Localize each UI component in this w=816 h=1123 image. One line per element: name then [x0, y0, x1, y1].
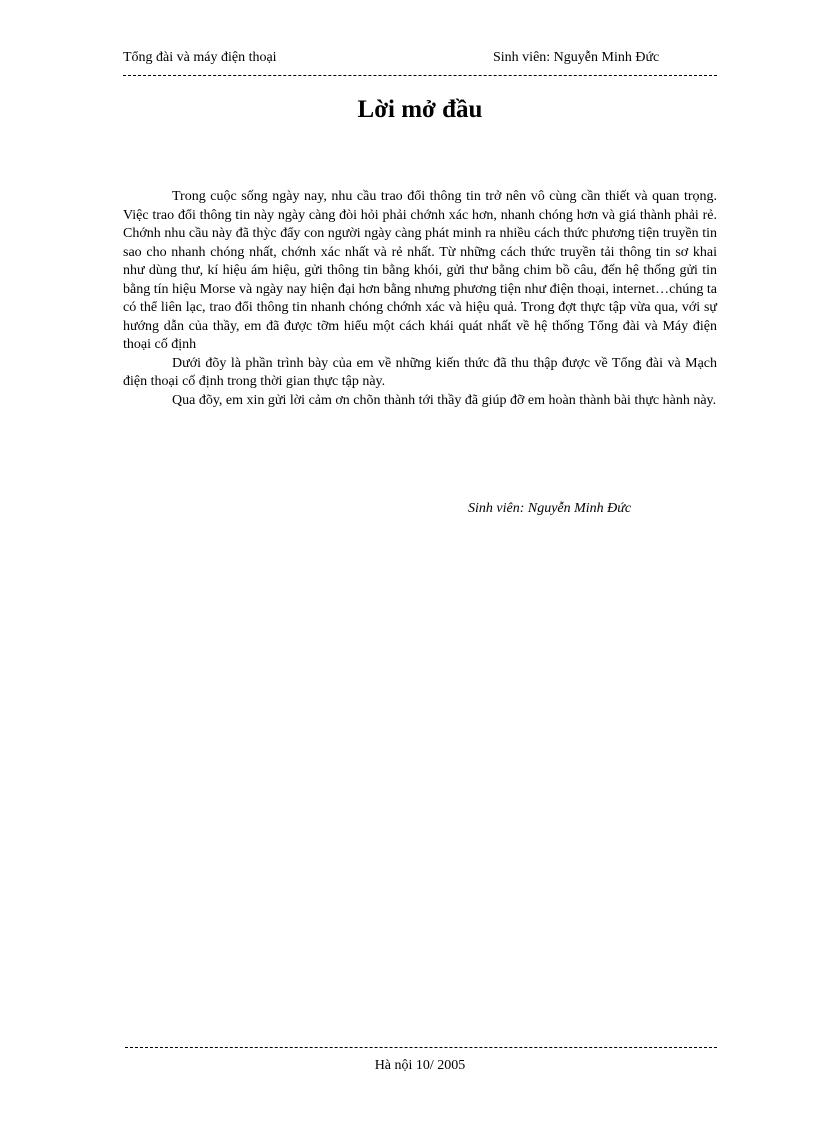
thanks-paragraph: Qua đõy, em xin gửi lời cảm ơn chõn thành tới thầy đã giúp đỡ em hoàn thành bài thực hành này. — [172, 392, 717, 408]
page-header — [123, 50, 717, 68]
footer-divider — [125, 1047, 717, 1048]
body-text — [123, 188, 717, 410]
content-paragraph: Dưới đõy là phần trình bày của em về những kiến thức đã thu thập được về Tổng đài và Mạch điện thoại cố định trong thời gian thực tập này. — [123, 355, 717, 389]
header-divider — [123, 75, 717, 76]
page-title: Lời mở đầu — [357, 96, 483, 123]
intro-paragraph: Trong cuộc sống ngày nay, nhu cầu trao đổi thông tin trở nên vô cùng cần thiết và quan trọng. Việc trao đổi thông tin này ngày càng đòi hỏi phải chớnh xác hơn, nhanh chóng hơn và giá thành phải rẻ. Chớnh nhu cầu này đã thỳc đẩy con người ngày càng phát minh ra nhiều cách thức phương tiện truyền tin sao cho nhanh chóng nhất, chớnh xác nhất và rẻ nhất. Từ những cách thức truyền tải thông tin sơ khai như dùng thư, kí hiệu ám hiệu, gửi thông tin bằng khói, gửi thư bằng chim bồ câu, đến hệ thống gửi tin bằng tín hiệu Morse và ngày nay hiện đại hơn bằng nhưng phương tiện như điện thoại, internet…chúng ta có thể liên lạc, trao đổi thông tin nhanh chóng chớnh xác và hiệu quả. Trong đợt thực tập vừa qua, với sự hướng dẫn của thầy, em đã được tỡm hiểu một cách khái quát nhất về hệ thống Tổng đài và Máy điện thoại cố định — [123, 189, 717, 352]
header-student-name: Sinh viên: Nguyễn Minh Đức — [493, 50, 660, 65]
page-footer: Hà nội 10/ 2005 — [374, 1058, 466, 1073]
header-course-title: Tổng đài và máy điện thoại — [123, 50, 277, 65]
signature: Sinh viên: Nguyễn Minh Đức — [468, 501, 632, 516]
